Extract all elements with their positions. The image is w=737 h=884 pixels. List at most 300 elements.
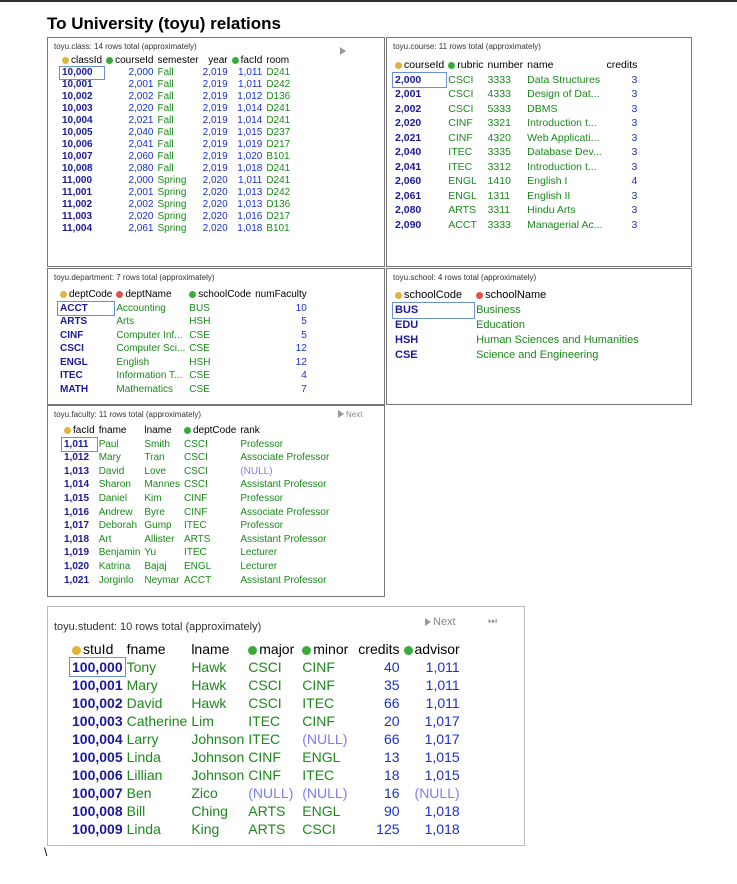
table-cell[interactable]: Tony bbox=[126, 659, 157, 675]
next-button[interactable]: Next bbox=[338, 410, 362, 419]
table-cell[interactable]: 3 bbox=[631, 117, 638, 129]
table-cell[interactable]: Fall bbox=[157, 103, 174, 114]
table-row[interactable] bbox=[70, 766, 462, 784]
table-row[interactable] bbox=[393, 145, 639, 160]
table-cell[interactable]: 35 bbox=[383, 677, 400, 693]
table-cell[interactable]: CINF bbox=[248, 767, 281, 783]
table-cell[interactable]: D241 bbox=[266, 67, 291, 78]
table-cell[interactable]: Fall bbox=[157, 67, 174, 78]
table-cell[interactable]: CSCI bbox=[183, 438, 208, 450]
table-cell[interactable]: 1,019 bbox=[237, 139, 263, 150]
table-row[interactable] bbox=[58, 383, 309, 397]
table-cell[interactable]: 3 bbox=[631, 88, 638, 100]
table-cell[interactable]: Love bbox=[144, 465, 167, 477]
table-cell[interactable]: 10,002 bbox=[62, 91, 93, 102]
table-cell[interactable]: 2,080 bbox=[128, 163, 154, 174]
table-cell[interactable]: 1,016 bbox=[237, 211, 263, 222]
table-cell[interactable]: D241 bbox=[266, 115, 291, 126]
table-cell[interactable]: 11,004 bbox=[62, 223, 93, 234]
table-cell[interactable]: Paul bbox=[98, 438, 119, 450]
table-row[interactable] bbox=[70, 802, 462, 820]
col-room[interactable]: room bbox=[266, 55, 290, 66]
table-cell[interactable]: (NULL) bbox=[240, 465, 273, 477]
table-cell[interactable]: 2,020 bbox=[128, 211, 154, 222]
table-cell[interactable]: Spring bbox=[157, 175, 187, 186]
table-cell[interactable]: D241 bbox=[266, 175, 291, 186]
table-cell[interactable]: Smith bbox=[144, 438, 170, 450]
table-cell[interactable]: 1,013 bbox=[64, 465, 90, 477]
table-cell[interactable]: DBMS bbox=[527, 102, 558, 115]
table-row[interactable] bbox=[60, 211, 292, 223]
table-row[interactable] bbox=[58, 302, 309, 316]
table-cell[interactable]: 5 bbox=[301, 329, 307, 341]
table-cell[interactable]: 1311 bbox=[487, 189, 511, 202]
col-fname[interactable]: fname bbox=[98, 425, 127, 436]
table-cell[interactable]: 100,004 bbox=[72, 731, 123, 747]
table-cell[interactable]: 1,011 bbox=[425, 677, 460, 693]
table-cell[interactable]: Information T... bbox=[116, 370, 183, 381]
table-cell[interactable]: CINF bbox=[302, 713, 335, 729]
col-number[interactable]: number bbox=[487, 59, 524, 71]
table-cell[interactable]: Arts bbox=[116, 316, 135, 327]
table-cell[interactable]: 11,000 bbox=[62, 175, 93, 186]
table-cell[interactable]: 2,040 bbox=[128, 127, 154, 138]
table-row[interactable] bbox=[60, 223, 292, 235]
table-cell[interactable]: 100,008 bbox=[72, 803, 123, 819]
table-cell[interactable]: CSCI bbox=[248, 695, 282, 711]
table-row[interactable] bbox=[58, 356, 309, 370]
table-cell[interactable]: Fall bbox=[157, 139, 174, 150]
table-cell[interactable]: 100,006 bbox=[72, 767, 123, 783]
table-row[interactable] bbox=[60, 151, 292, 163]
col-numFaculty[interactable]: numFaculty bbox=[255, 289, 307, 300]
table-cell[interactable]: 1,018 bbox=[424, 821, 460, 837]
table-cell[interactable]: 100,001 bbox=[72, 677, 123, 693]
table-cell[interactable]: CINF bbox=[302, 677, 335, 693]
table-cell[interactable]: 66 bbox=[383, 731, 400, 747]
table-cell[interactable]: 1,015 bbox=[424, 749, 460, 765]
table-cell[interactable]: 1,011 bbox=[238, 67, 263, 78]
table-cell[interactable]: 13 bbox=[383, 749, 400, 765]
table-cell[interactable]: 2,019 bbox=[202, 115, 228, 126]
table-row[interactable] bbox=[70, 784, 462, 802]
table-cell[interactable]: 4320 bbox=[487, 131, 511, 144]
table-cell[interactable]: ITEC bbox=[183, 520, 207, 532]
table-cell[interactable]: CSCI bbox=[248, 659, 282, 675]
table-cell[interactable]: 100,000 bbox=[72, 659, 123, 675]
table-row[interactable] bbox=[62, 492, 331, 506]
table-cell[interactable]: Mathematics bbox=[116, 383, 174, 395]
table-row[interactable] bbox=[393, 318, 641, 333]
table-cell[interactable]: CINF bbox=[448, 131, 473, 144]
table-cell[interactable]: 2,021 bbox=[128, 115, 154, 126]
table-cell[interactable]: Fall bbox=[157, 151, 174, 162]
table-cell[interactable]: 2,021 bbox=[395, 131, 422, 144]
table-cell[interactable]: 3 bbox=[631, 131, 638, 144]
table-cell[interactable]: 1,011 bbox=[425, 659, 460, 675]
table-cell[interactable]: 1,019 bbox=[64, 547, 90, 559]
table-row[interactable] bbox=[393, 303, 641, 318]
table-cell[interactable]: 1,015 bbox=[64, 492, 90, 504]
table-cell[interactable]: Gump bbox=[144, 520, 172, 532]
table-cell[interactable]: 16 bbox=[383, 785, 400, 801]
table-cell[interactable]: Hawk bbox=[191, 659, 227, 675]
table-cell[interactable]: 3 bbox=[631, 73, 638, 86]
table-cell[interactable]: 1,014 bbox=[64, 479, 90, 491]
table-cell[interactable]: ENGL bbox=[448, 175, 477, 187]
table-cell[interactable]: 3311 bbox=[487, 204, 511, 216]
table-cell[interactable]: D136 bbox=[266, 199, 291, 210]
table-cell[interactable]: David bbox=[98, 465, 125, 477]
table-cell[interactable]: Linda bbox=[126, 821, 161, 837]
table-cell[interactable]: 2,002 bbox=[128, 199, 154, 210]
table-cell[interactable]: 2,000 bbox=[128, 67, 154, 78]
table-cell[interactable]: ARTS bbox=[248, 803, 286, 819]
table-cell[interactable]: Benjamin bbox=[98, 547, 141, 559]
table-cell[interactable]: 1,018 bbox=[237, 163, 263, 174]
col-major[interactable]: major bbox=[246, 640, 300, 658]
table-cell[interactable]: English bbox=[116, 356, 150, 368]
table-cell[interactable]: (NULL) bbox=[414, 785, 460, 801]
table-cell[interactable]: CSE bbox=[189, 370, 210, 381]
table-cell[interactable]: Hindu Arts bbox=[527, 204, 576, 216]
table-cell[interactable]: (NULL) bbox=[302, 785, 348, 801]
table-cell[interactable]: ACCT bbox=[448, 218, 477, 231]
table-cell[interactable]: Byre bbox=[144, 506, 165, 518]
table-cell[interactable]: CINF bbox=[183, 506, 208, 518]
table-cell[interactable]: CSE bbox=[189, 383, 210, 395]
table-row[interactable] bbox=[393, 160, 639, 175]
table-cell[interactable]: 2,000 bbox=[393, 73, 446, 88]
table-cell[interactable]: Johnson bbox=[191, 749, 245, 765]
table-cell[interactable]: ENGL bbox=[183, 560, 212, 572]
col-facId[interactable]: facId bbox=[230, 55, 265, 67]
table-cell[interactable]: 1,017 bbox=[424, 731, 460, 747]
table-cell[interactable]: 2,090 bbox=[395, 218, 422, 231]
table-cell[interactable]: 3 bbox=[631, 189, 638, 202]
table-cell[interactable]: 2,020 bbox=[128, 103, 154, 114]
table-cell[interactable]: 1,015 bbox=[237, 127, 263, 138]
table-cell[interactable]: ITEC bbox=[183, 547, 207, 559]
table-cell[interactable]: ARTS bbox=[183, 533, 211, 545]
table-cell[interactable]: Kim bbox=[144, 492, 162, 504]
table-cell[interactable]: 2,060 bbox=[395, 175, 422, 187]
table-cell[interactable]: Spring bbox=[157, 199, 187, 210]
col-deptCode[interactable]: deptCode bbox=[58, 288, 114, 302]
table-cell[interactable]: 2,020 bbox=[202, 175, 228, 186]
table-cell[interactable]: CSCI bbox=[448, 73, 474, 86]
table-row[interactable] bbox=[62, 465, 331, 479]
table-cell[interactable]: 1,018 bbox=[424, 803, 460, 819]
table-cell[interactable]: D242 bbox=[266, 79, 291, 90]
table-cell[interactable]: 2,019 bbox=[202, 127, 228, 138]
table-cell[interactable]: ITEC bbox=[302, 695, 335, 711]
table-row[interactable] bbox=[58, 342, 309, 356]
table-cell[interactable]: 1,020 bbox=[237, 151, 263, 162]
table-cell[interactable]: CSCI bbox=[248, 677, 282, 693]
table-cell[interactable]: Ben bbox=[126, 785, 152, 801]
table-cell[interactable]: 1,018 bbox=[237, 223, 263, 234]
col-deptCode[interactable]: deptCode bbox=[182, 424, 238, 438]
table-cell[interactable]: MATH bbox=[60, 383, 89, 395]
col-credits[interactable]: credits bbox=[358, 641, 400, 657]
table-cell[interactable]: 3333 bbox=[487, 73, 511, 86]
table-row[interactable] bbox=[58, 329, 309, 343]
table-cell[interactable]: 1410 bbox=[487, 175, 511, 187]
table-cell[interactable]: HSH bbox=[189, 356, 211, 368]
table-cell[interactable]: David bbox=[126, 695, 163, 711]
table-row[interactable] bbox=[62, 560, 331, 574]
table-cell[interactable]: ARTS bbox=[448, 204, 477, 216]
table-cell[interactable]: 10,001 bbox=[62, 79, 93, 90]
col-lname[interactable]: lname bbox=[144, 425, 172, 436]
table-cell[interactable]: (NULL) bbox=[302, 731, 348, 747]
col-schoolName[interactable]: schoolName bbox=[474, 288, 641, 303]
table-cell[interactable]: BUS bbox=[189, 302, 210, 314]
table-cell[interactable]: 12 bbox=[295, 343, 307, 354]
table-cell[interactable]: Deborah bbox=[98, 520, 138, 532]
last-page-icon[interactable]: ⏭ bbox=[488, 616, 497, 627]
table-cell[interactable]: 11,001 bbox=[62, 187, 93, 198]
table-cell[interactable]: 4333 bbox=[487, 88, 511, 100]
table-cell[interactable]: Introduction t... bbox=[527, 160, 597, 173]
table-cell[interactable]: Fall bbox=[157, 91, 174, 102]
table-cell[interactable]: 2,040 bbox=[395, 146, 422, 158]
table-row[interactable] bbox=[60, 175, 292, 187]
table-cell[interactable]: Yu bbox=[144, 547, 157, 559]
table-cell[interactable]: Neymar bbox=[144, 574, 180, 586]
table-cell[interactable]: Web Applicati... bbox=[527, 131, 600, 144]
table-cell[interactable]: Larry bbox=[126, 731, 159, 747]
table-cell[interactable]: English I bbox=[527, 175, 568, 187]
table-cell[interactable]: Database Dev... bbox=[527, 146, 602, 158]
table-cell[interactable]: Lecturer bbox=[240, 560, 278, 572]
table-cell[interactable]: Tran bbox=[144, 452, 165, 464]
table-row[interactable] bbox=[60, 163, 292, 175]
table-cell[interactable]: B101 bbox=[266, 223, 290, 234]
col-deptName[interactable]: deptName bbox=[114, 288, 187, 302]
table-row[interactable] bbox=[62, 478, 331, 492]
table-cell[interactable]: Science and Engineering bbox=[476, 349, 599, 361]
table-cell[interactable]: ITEC bbox=[60, 370, 83, 381]
table-cell[interactable]: ARTS bbox=[248, 821, 286, 837]
table-cell[interactable]: Mannes bbox=[144, 479, 180, 491]
table-cell[interactable]: 2,019 bbox=[202, 67, 228, 78]
table-cell[interactable]: Accounting bbox=[116, 302, 166, 314]
table-cell[interactable]: Business bbox=[476, 304, 521, 316]
table-row[interactable] bbox=[393, 73, 639, 88]
table-cell[interactable]: 4 bbox=[631, 175, 638, 187]
table-cell[interactable]: BUS bbox=[393, 303, 474, 318]
table-cell[interactable]: ENGL bbox=[302, 749, 341, 765]
table-cell[interactable]: 1,011 bbox=[238, 175, 263, 186]
table-row[interactable] bbox=[70, 712, 462, 730]
table-row[interactable] bbox=[393, 333, 641, 348]
table-cell[interactable]: 100,007 bbox=[72, 785, 123, 801]
table-row[interactable] bbox=[70, 730, 462, 748]
table-cell[interactable]: 10,000 bbox=[60, 67, 104, 79]
table-cell[interactable]: 2,019 bbox=[202, 139, 228, 150]
col-year[interactable]: year bbox=[208, 55, 228, 66]
table-cell[interactable]: Hawk bbox=[191, 695, 227, 711]
table-cell[interactable]: Spring bbox=[157, 223, 187, 234]
table-cell[interactable]: 3321 bbox=[487, 117, 511, 129]
table-row[interactable] bbox=[60, 103, 292, 115]
table-cell[interactable]: 2,020 bbox=[395, 117, 422, 129]
table-cell[interactable]: English II bbox=[527, 189, 571, 202]
table-cell[interactable]: 11,002 bbox=[62, 199, 93, 210]
col-classId[interactable]: classId bbox=[60, 55, 104, 67]
table-cell[interactable]: Sharon bbox=[98, 479, 131, 491]
table-cell[interactable]: Assistant Professor bbox=[240, 479, 327, 491]
table-cell[interactable]: Professor bbox=[240, 492, 284, 504]
table-cell[interactable]: (NULL) bbox=[248, 785, 294, 801]
table-cell[interactable]: Education bbox=[476, 319, 526, 331]
table-cell[interactable]: ENGL bbox=[302, 803, 341, 819]
table-cell[interactable]: CSCI bbox=[183, 452, 208, 464]
table-cell[interactable]: Computer Inf... bbox=[116, 329, 183, 341]
table-cell[interactable]: 2,019 bbox=[202, 163, 228, 174]
table-cell[interactable]: 100,003 bbox=[72, 713, 123, 729]
table-cell[interactable]: CINF bbox=[183, 492, 208, 504]
table-cell[interactable]: CSCI bbox=[448, 88, 474, 100]
table-cell[interactable]: CSCI bbox=[183, 465, 208, 477]
table-row[interactable] bbox=[70, 694, 462, 712]
col-rank[interactable]: rank bbox=[240, 425, 260, 436]
col-schoolCode[interactable]: schoolCode bbox=[187, 288, 253, 302]
table-cell[interactable]: Linda bbox=[126, 749, 161, 765]
table-cell[interactable]: CINF bbox=[448, 117, 473, 129]
table-cell[interactable]: 1,011 bbox=[62, 438, 97, 452]
table-cell[interactable]: Design of Dat... bbox=[527, 88, 600, 100]
table-cell[interactable]: Human Sciences and Humanities bbox=[476, 334, 639, 346]
table-cell[interactable]: CINF bbox=[248, 749, 281, 765]
table-row[interactable] bbox=[62, 451, 331, 465]
table-cell[interactable]: ENGL bbox=[60, 356, 88, 368]
table-cell[interactable]: 2,041 bbox=[395, 160, 422, 173]
table-cell[interactable]: 3 bbox=[631, 204, 638, 216]
table-row[interactable] bbox=[393, 116, 639, 131]
table-cell[interactable]: 1,013 bbox=[237, 199, 263, 210]
table-cell[interactable]: Zico bbox=[191, 785, 218, 801]
table-cell[interactable]: 40 bbox=[383, 659, 400, 675]
table-cell[interactable]: CSCI bbox=[448, 102, 474, 115]
table-row[interactable] bbox=[393, 189, 639, 204]
table-cell[interactable]: 125 bbox=[376, 821, 400, 837]
table-cell[interactable]: D237 bbox=[266, 127, 291, 138]
table-cell[interactable]: 1,011 bbox=[425, 695, 460, 711]
table-cell[interactable]: Fall bbox=[157, 127, 174, 138]
table-row[interactable] bbox=[58, 369, 309, 383]
table-cell[interactable]: Lillian bbox=[126, 767, 163, 783]
table-row[interactable] bbox=[62, 533, 331, 547]
table-cell[interactable]: Introduction t... bbox=[527, 117, 597, 129]
table-row[interactable] bbox=[393, 203, 639, 218]
table-row[interactable] bbox=[60, 79, 292, 91]
table-cell[interactable]: 2,001 bbox=[128, 187, 154, 198]
table-cell[interactable]: Data Structures bbox=[527, 73, 601, 86]
table-row[interactable] bbox=[62, 546, 331, 560]
table-cell[interactable]: Spring bbox=[157, 211, 187, 222]
table-row[interactable] bbox=[60, 199, 292, 211]
col-semester[interactable]: semester bbox=[157, 55, 199, 66]
table-row[interactable] bbox=[58, 315, 309, 329]
table-cell[interactable]: 5333 bbox=[487, 102, 511, 115]
table-cell[interactable]: 1,018 bbox=[64, 533, 90, 545]
table-cell[interactable]: D217 bbox=[266, 211, 291, 222]
table-cell[interactable]: 2,001 bbox=[395, 88, 422, 100]
table-cell[interactable]: Hawk bbox=[191, 677, 227, 693]
table-row[interactable] bbox=[393, 87, 639, 102]
table-cell[interactable]: Bajaj bbox=[144, 560, 167, 572]
table-cell[interactable]: 2,020 bbox=[202, 187, 228, 198]
table-cell[interactable]: Ching bbox=[191, 803, 228, 819]
table-cell[interactable]: 1,012 bbox=[64, 452, 90, 464]
table-cell[interactable]: D136 bbox=[266, 91, 291, 102]
table-cell[interactable]: Lim bbox=[191, 713, 214, 729]
table-cell[interactable]: King bbox=[191, 821, 220, 837]
table-cell[interactable]: ITEC bbox=[248, 731, 281, 747]
table-cell[interactable]: CINF bbox=[302, 659, 335, 675]
table-cell[interactable]: 10,004 bbox=[62, 115, 93, 126]
table-row[interactable] bbox=[60, 115, 292, 127]
table-cell[interactable]: 2,061 bbox=[128, 223, 154, 234]
table-cell[interactable]: CSCI bbox=[60, 343, 84, 354]
table-row[interactable] bbox=[62, 519, 331, 533]
table-cell[interactable]: Johnson bbox=[191, 731, 245, 747]
table-cell[interactable]: 1,015 bbox=[424, 767, 460, 783]
table-cell[interactable]: Jorginlo bbox=[98, 574, 134, 586]
table-cell[interactable]: ARTS bbox=[60, 316, 88, 327]
table-row[interactable] bbox=[393, 348, 641, 363]
next-arrow-icon[interactable] bbox=[340, 41, 348, 59]
table-row[interactable] bbox=[62, 574, 331, 588]
table-cell[interactable]: ITEC bbox=[448, 160, 473, 173]
table-cell[interactable]: ACCT bbox=[58, 302, 114, 316]
table-cell[interactable]: HSH bbox=[189, 316, 211, 327]
table-cell[interactable]: Mary bbox=[126, 677, 158, 693]
table-row[interactable] bbox=[70, 820, 462, 838]
table-row[interactable] bbox=[393, 218, 639, 233]
table-cell[interactable]: CSE bbox=[395, 349, 418, 361]
table-cell[interactable]: 1,021 bbox=[64, 574, 90, 586]
col-advisor[interactable]: advisor bbox=[402, 640, 462, 658]
table-cell[interactable]: D242 bbox=[266, 187, 291, 198]
table-cell[interactable]: Professor bbox=[240, 520, 284, 532]
table-row[interactable] bbox=[70, 676, 462, 694]
table-cell[interactable]: 2,020 bbox=[202, 223, 228, 234]
table-cell[interactable]: HSH bbox=[395, 334, 419, 346]
table-cell[interactable]: 1,012 bbox=[237, 91, 263, 102]
table-cell[interactable]: 1,016 bbox=[64, 506, 90, 518]
table-cell[interactable]: 2,019 bbox=[202, 91, 228, 102]
table-row[interactable] bbox=[70, 748, 462, 766]
table-row[interactable] bbox=[62, 506, 331, 520]
table-cell[interactable]: Mary bbox=[98, 452, 121, 464]
table-cell[interactable]: EDU bbox=[395, 319, 419, 331]
table-row[interactable] bbox=[60, 127, 292, 139]
table-cell[interactable]: Assistant Professor bbox=[240, 574, 327, 586]
table-cell[interactable]: Lecturer bbox=[240, 547, 278, 559]
table-cell[interactable]: 5 bbox=[301, 316, 307, 327]
table-cell[interactable]: D217 bbox=[266, 139, 291, 150]
table-cell[interactable]: 2,019 bbox=[202, 79, 228, 90]
table-cell[interactable]: 12 bbox=[295, 356, 307, 368]
table-cell[interactable]: 10,005 bbox=[62, 127, 93, 138]
table-cell[interactable]: Fall bbox=[157, 79, 174, 90]
table-cell[interactable]: B101 bbox=[266, 151, 290, 162]
table-cell[interactable]: 90 bbox=[383, 803, 400, 819]
